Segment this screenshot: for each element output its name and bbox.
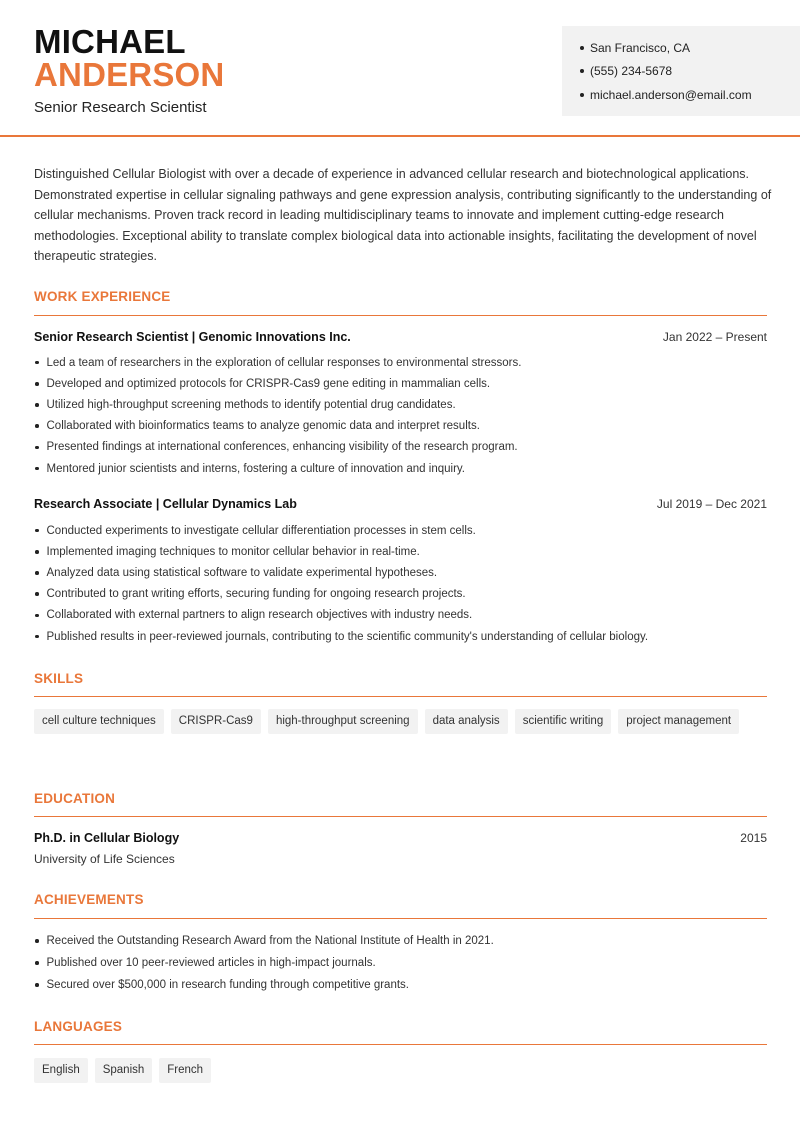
last-name: ANDERSON <box>34 56 225 93</box>
bullet-icon <box>35 403 39 407</box>
languages-list <box>34 1058 774 1090</box>
section-divider <box>34 918 767 919</box>
work-experience-heading: WORK EXPERIENCE <box>34 289 171 304</box>
list-item <box>34 437 767 458</box>
contact-email-text[interactable]: michael.anderson@email.com <box>590 87 752 102</box>
education-header <box>34 831 767 845</box>
skill-tag: project management <box>618 709 739 734</box>
skill-tag: data analysis <box>425 709 508 734</box>
resume-header <box>0 0 800 137</box>
list-item <box>34 541 767 562</box>
bullet-text: Conducted experiments to investigate cellular differentiation processes in stem cells. <box>46 524 476 537</box>
job-dates: Jan 2022 – Present <box>662 330 767 344</box>
bullet-text: Published results in peer-reviewed journals, contributing to the scientific community's understanding of cellular biology. <box>46 630 649 643</box>
bullet-text: Presented findings at international conferences, enhancing visibility of the research program. <box>46 441 518 454</box>
language-tag: French <box>159 1058 211 1083</box>
bullet-text: Implemented imaging techniques to monitor cellular behavior in real-time. <box>46 545 420 558</box>
list-item <box>34 416 767 437</box>
bullet-icon <box>580 93 584 97</box>
job-title: Senior Research Scientist <box>34 99 207 116</box>
bullet-icon <box>35 614 39 618</box>
contact-location-text: San Francisco, CA <box>590 40 691 55</box>
bullet-icon <box>35 467 39 471</box>
languages-heading: LANGUAGES <box>34 1019 123 1034</box>
list-item <box>34 584 767 605</box>
job-header <box>34 497 767 511</box>
list-item <box>34 952 767 974</box>
bullet-text: Utilized high-throughput screening methods to identify potential drug candidates. <box>46 398 456 411</box>
graduation-year: 2015 <box>740 831 767 845</box>
bullet-icon <box>35 424 39 428</box>
bullet-text: Led a team of researchers in the exploration of cellular responses to environmental stressors. <box>46 356 522 369</box>
education-heading: EDUCATION <box>34 791 116 806</box>
bullet-text: Collaborated with bioinformatics teams to analyze genomic data and interpret results. <box>46 420 480 433</box>
skill-tag: scientific writing <box>515 709 612 734</box>
bullet-icon <box>35 592 39 596</box>
skill-tag: cell culture techniques <box>34 709 164 734</box>
achievements-list <box>34 930 767 996</box>
bullet-icon <box>580 69 584 73</box>
list-item <box>34 626 767 647</box>
bullet-icon <box>580 46 584 50</box>
list-item <box>34 458 767 479</box>
bullet-text: Analyzed data using statistical software to validate experimental hypotheses. <box>46 566 438 579</box>
language-tag: English <box>34 1058 88 1083</box>
contact-phone <box>580 60 800 84</box>
bullet-icon <box>35 961 39 965</box>
bullet-icon <box>35 446 39 450</box>
bullet-icon <box>35 529 39 533</box>
section-divider <box>34 816 767 817</box>
contact-location <box>580 36 800 60</box>
section-divider <box>34 696 767 697</box>
first-name: MICHAEL <box>34 23 186 60</box>
list-item <box>34 562 767 583</box>
job-bullets <box>34 520 767 647</box>
bullet-text: Secured over $500,000 in research funding through competitive grants. <box>46 979 409 991</box>
bullet-text: Mentored junior scientists and interns, fostering a culture of innovation and inquiry. <box>46 462 465 475</box>
skills-list <box>34 709 774 741</box>
skill-tag: CRISPR-Cas9 <box>171 709 261 734</box>
job-header <box>34 330 767 344</box>
list-item <box>34 520 767 541</box>
job-dates: Jul 2019 – Dec 2021 <box>656 497 767 511</box>
bullet-icon <box>35 983 39 987</box>
job-role: Research Associate | Cellular Dynamics Lab <box>34 497 297 511</box>
bullet-icon <box>35 571 39 575</box>
bullet-text: Collaborated with external partners to align research objectives with industry needs. <box>46 609 473 622</box>
contact-email[interactable] <box>580 83 800 107</box>
contact-box <box>562 26 800 116</box>
summary: Distinguished Cellular Biologist with over a decade of experience in advanced cellular research and biotechnological applications. Demonstrated expertise in cellular signaling pathways and gene expression analysis, contributing significantly to the understanding of cellular mechanisms. Proven track record in leading multidisciplinary teams to innovate and implement cutting-edge research methodologies. Exceptional ability to translate complex biological data into actionable insights, facilitating the development of novel therapeutic strategies. <box>34 167 772 263</box>
contact-phone-text: (555) 234-5678 <box>590 64 673 79</box>
school-name: University of Life Sciences <box>34 852 175 866</box>
achievements-heading: ACHIEVEMENTS <box>34 892 144 907</box>
skill-tag: high-throughput screening <box>268 709 418 734</box>
list-item <box>34 373 767 394</box>
list-item <box>34 352 767 373</box>
list-item <box>34 974 767 996</box>
list-item <box>34 394 767 415</box>
bullet-icon <box>35 550 39 554</box>
section-divider <box>34 315 767 316</box>
bullet-icon <box>35 635 39 639</box>
skills-heading: SKILLS <box>34 671 84 686</box>
bullet-text: Published over 10 peer-reviewed articles in high-impact journals. <box>46 957 376 969</box>
degree: Ph.D. in Cellular Biology <box>34 831 180 845</box>
bullet-text: Contributed to grant writing efforts, securing funding for ongoing research projects. <box>46 588 466 601</box>
bullet-icon <box>35 382 39 386</box>
job-bullets <box>34 352 767 479</box>
language-tag: Spanish <box>95 1058 153 1083</box>
bullet-text: Developed and optimized protocols for CRISPR-Cas9 gene editing in mammalian cells. <box>46 377 491 390</box>
job-role: Senior Research Scientist | Genomic Innovations Inc. <box>34 330 351 344</box>
bullet-text: Received the Outstanding Research Award from the National Institute of Health in 2021. <box>46 935 494 947</box>
list-item <box>34 930 767 952</box>
bullet-icon <box>35 939 39 943</box>
list-item <box>34 605 767 626</box>
section-divider <box>34 1044 767 1045</box>
bullet-icon <box>35 361 39 365</box>
